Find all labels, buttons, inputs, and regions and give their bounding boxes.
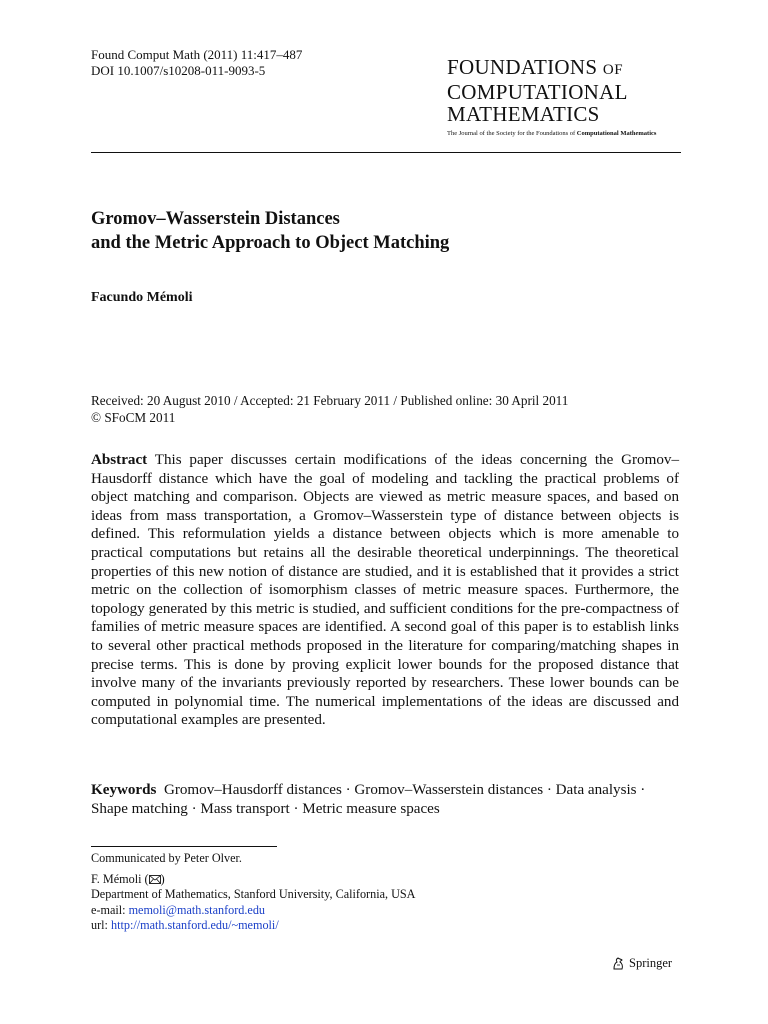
author-contact: F. Mémoli ( ) [91,871,165,886]
publisher-name: Springer [629,956,673,970]
abstract-label: Abstract [91,452,148,468]
keywords-text: Gromov–Hausdorff distances · Gromov–Wasserstein distances · Data analysis · Shape matching · Mass transport · Metric measure spaces [91,782,646,817]
footnote [91,851,415,934]
abstract-text: This paper discusses certain modifications of the ideas concerning the Gromov–Hausdorff distance which have the goal of modeling and tackling the practical problems of object matching and comparison. Objects are viewed as metric measure spaces, and based on ideas from mass transportation, a Gromov–Wasserstein type of distance between objects is defined. This reformulation yields a distance between objects which is more amenable to practical computations but retains all the desirable theoretical underpinnings. The theoretical properties of this new notion of distance are studied, and it is established that it provides a strict metric on the collection of isomorphism classes of metric measure spaces. Furthermore, the topology generated by this metric is studied, and sufficient conditions for the pre-compactness of families of metric measure spaces are identified. A second goal of this paper is to establish links to several other practical methods proposed in the literature for comparing/matching shapes in precise terms. This is done by proving explicit lower bounds for the proposed distance that involve many of the invariants previously reported by researchers. These lower bounds can be computed in polynomial time. The numerical implementations of the ideas are discussed and computational examples are presented. [91,452,679,729]
journal-name-line3: MATHEMATICS [447,102,600,126]
email-link[interactable]: memoli@math.stanford.edu [128,902,266,917]
journal-tagline: The Journal of the Society for the Foundations of Computational Mathematics [447,130,657,137]
footnote-rule [91,846,277,847]
springer-horse-icon [611,957,625,971]
affiliation: Department of Mathematics, Stanford University, California, USA [91,887,416,901]
email-line: e-mail: memoli@math.stanford.edu [91,902,266,917]
abstract [91,451,679,730]
publication-dates: Received: 20 August 2010 / Accepted: 21 February 2011 / Published online: 30 April 2011 © SFoCM 2011 [91,393,569,425]
paper-title: Gromov–Wasserstein Distances and the Metric Approach to Object Matching [91,209,450,253]
publisher-mark [611,956,672,971]
communicated-by: Communicated by Peter Olver. [91,851,242,865]
journal-name-line2: COMPUTATIONAL [447,80,628,104]
doi: DOI 10.1007/s10208-011-9093-5 [91,63,266,78]
author-name: Facundo Mémoli [91,290,193,305]
journal-name-line1: FOUNDATIONS [447,55,598,79]
keywords-label: Keywords [91,782,157,798]
keywords [91,781,679,819]
url-line: url: http://math.stanford.edu/~memoli/ [91,918,279,932]
header-rule [91,152,681,153]
copyright: © SFoCM 2011 [91,410,176,425]
homepage-link[interactable]: http://math.stanford.edu/~memoli/ [110,918,279,932]
journal-name-of: OF [602,62,624,78]
envelope-icon [149,875,161,884]
journal-citation: Found Comput Math (2011) 11:417–487 [91,47,303,62]
citation-block [91,47,302,79]
journal-logo [447,56,687,138]
